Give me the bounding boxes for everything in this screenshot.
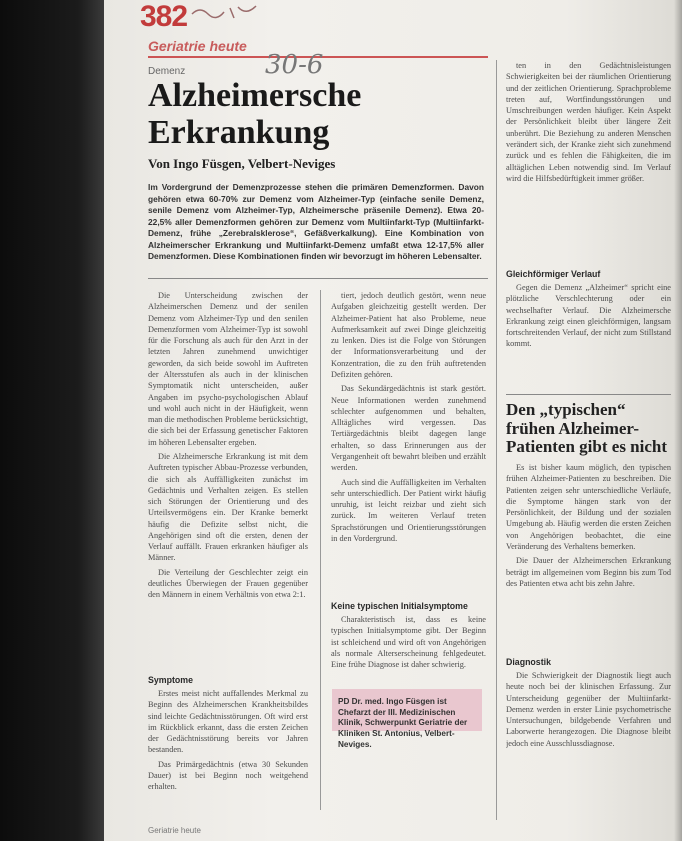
scan-dark-margin: [0, 0, 104, 841]
column-paragraph: Das Sekundärgedächtnis ist stark gestört. Neue Informationen werden zunehmend schlechter aufgenommen und behalten, Alltägliches wird vergessen. Das Tertiärgedächtnis bleibt dagegen lange erhalten, so dass Erinnerungen aus der Vergangenheit oft bewahrt bleiben und erzählt werden.: [331, 384, 486, 473]
column-divider: [496, 60, 497, 820]
column-1: [148, 290, 308, 680]
column-2-lower: [331, 594, 486, 684]
handwritten-scribble-icon: [190, 2, 260, 22]
column-1-lower: [148, 668, 308, 828]
column-2: [331, 290, 486, 590]
column-paragraph: Die Unterscheidung zwischen der Alzheimerschen Demenz und der senilen Demenz vom Alzheimer-Typ und den senilen Demenzformen vom Alzheimer-Typ ist sowohl für die Forschung als auch für den Arzt in der letzten Jahren zunehmend unwichtiger geworden, da sich beide sowohl im Auftreten der Altersstufen als auch in der klinischen Symptomatik nicht unterscheiden, außer Angaben im psycho-psychologischen Ablauf und wohl auch nicht in der Häufigkeit, wenn man die methodischen Probleme berücksichtigt, die sich bei der Erfassung genetischer Faktoren im höheren Lebensalter ergeben.: [148, 291, 308, 447]
page-footer: Geriatrie heute: [148, 826, 201, 835]
column-paragraph: Das Primärgedächtnis (etwa 30 Sekunden Dauer) ist bei Beginn noch weitgehend erhalten.: [148, 759, 308, 792]
section-heading: Keine typischen Initialsymptome: [331, 601, 468, 611]
column-3-top: [506, 60, 671, 250]
column-paragraph: Die Schwierigkeit der Diagnostik liegt auch heute noch bei der klinischen Erfassung. Zur Unterscheidung gegenüber der Multiinfarkt-Demenz werden in erster Linie psychometrische Untersuchungen, bildgebende Verfahren und Laborwerte herangezogen. Die Diagnose bleibt jedoch eine Ausschlussdiagnose.: [506, 671, 671, 748]
column-3-lower: [506, 462, 671, 647]
column-paragraph: Die Alzheimersche Erkrankung ist mit dem Auftreten typischer Abbau-Prozesse verbunden, die sich als Auffälligkeiten zunächst im Gedächtnis und Verhalten zeigen. Es stellen sich Störungen der Orientierung und des Urteilsvermögens ein. Der Kranke bemerkt häufig die Defizite selbst nicht, die Angehörigen sind oft die ersten, denen der Verlauf auffällt. Frauen erkranken häufiger als Männer.: [148, 451, 308, 563]
article-lead: Im Vordergrund der Demenzprozesse stehen die primären Demenzformen. Davon gehören etwa 60-70% zur Demenz vom Alzheimer-Typ (einfache senile Demenz, senile Demenz vom Alzheimer-Typ, Alzheimersche präsenile Demenz). Etwa 20-22,5% aller Demenzformen gehören zur Demenz vom Multiinfarkt-Typ (Multiinfarkt-Demenz, frühe „Zerebralsklerose“, Gefäßverkalkung). Eine Kombination von Alzheimerscher Erkrankung und Multiinfarkt-Demenz umfaßt etwa 12-17,5% aller Demenzformen. Diese Kombinationen finden wir bevorzugt im höheren Lebensalter.: [148, 182, 484, 262]
column-paragraph: ten in den Gedächtnisleistungen Schwierigkeiten bei der räumlichen Orientierung und der zeitlichen Orientierung. Sprachprobleme treten auf, Wortfindungsstörungen und Umschreibungen werden häufiger. Kein Aspekt der Persönlichkeit bleibt über längere Zeit unberührt. Die Beziehung zu anderen Menschen verändert sich, der Kranke zieht sich zunehmend zurück und es fehlen die Fähigkeiten, die im alltäglichen Leben notwendig sind. Im Verlauf wird die Hilfsbedürftigkeit immer größer.: [506, 61, 671, 183]
column-paragraph: Die Dauer der Alzheimerschen Erkrankung beträgt im allgemeinen vom Beginn bis zum Tod des Patienten etwa acht bis zehn Jahre.: [506, 556, 671, 588]
magazine-name: Geriatrie heute: [148, 38, 247, 54]
column-paragraph: tiert, jedoch deutlich gestört, wenn neue Aufgaben gleichzeitig gestellt werden. Der Alzheimer-Patient hat also Probleme, neue Aufmerksamkeit auf zwei Dinge gleichzeitig zu lenken. Dies ist die Folge von Störungen der Informationsverarbeitung und der Konzentration, die zu den früh auftretenden Defiziten gehören.: [331, 291, 486, 379]
column-paragraph: Charakteristisch ist, dass es keine typischen Initialsymptome gibt. Der Beginn ist schleichend und wird oft von Angehörigen als normale Alterserscheinung fehlgedeutet. Eine frühe Diagnose ist daher schwierig.: [331, 615, 486, 670]
column-paragraph: Gegen die Demenz „Alzheimer“ spricht eine plötzliche Verschlechterung oder ein wechselhafter Verlauf. Die Alzheimersche Erkrankung zeigt einen gleichförmigen, langsam fortschreitenden Verlauf, der nicht zum Stillstand kommt.: [506, 283, 671, 349]
section-title: Den „typischen“ frühen Alzheimer-Patienten gibt es nicht: [506, 400, 668, 457]
column-3-middle: [506, 262, 671, 390]
column-3-bottom: [506, 650, 671, 820]
article-byline: Von Ingo Füsgen, Velbert-Neviges: [148, 156, 336, 171]
section-rule: [506, 394, 671, 395]
lead-bottom-rule: [148, 278, 488, 279]
author-info-box: PD Dr. med. Ingo Füsgen ist Chefarzt der III. Medizinischen Klinik, Schwerpunkt Geriatrie der Kliniken St. Antonius, Velbert-Neviges.: [332, 689, 482, 731]
article-title: Alzheimersche Erkrankung: [148, 77, 362, 151]
handwritten-annotation: 30-6: [265, 50, 324, 80]
column-paragraph: Erstes meist nicht auffallendes Merkmal zu Beginn des Alzheimerschen Krankheitsbildes sind leichte Gedächtnisstörungen. Oft wird erst im Rückblick erkannt, dass die ersten Zeichen der Gedächtnisstörung bereits vor Jahren bestanden.: [148, 689, 308, 755]
page-number: 382: [140, 0, 188, 33]
article-kicker: Demenz: [148, 66, 186, 77]
column-paragraph: Die Verteilung der Geschlechter zeigt ein deutliches Überwiegen der Frauen gegenüber den Männern in einem Verhältnis von etwa 2:1.: [148, 567, 308, 600]
column-paragraph: Es ist bisher kaum möglich, den typischen frühen Alzheimer-Patienten zu beschreiben. Die Patienten zeigen sehr unterschiedliche Verläufe, die Symptome hängen stark von der Persönlichkeit, der Bildung und der sozialen Umgebung ab. Häufig werden die ersten Zeichen von Angehörigen beobachtet, die eine Veränderung des Verhaltens bemerken.: [506, 463, 671, 551]
section-heading: Gleichförmiger Verlauf: [506, 269, 601, 279]
column-divider: [320, 290, 321, 810]
section-heading: Symptome: [148, 675, 193, 685]
section-heading: Diagnostik: [506, 657, 551, 667]
column-paragraph: Auch sind die Auffälligkeiten im Verhalten sehr unterschiedlich. Der Patient wirkt häufig unruhig, ist leicht reizbar und zieht sich zurück. Im weiteren Verlauf treten Sprachstörungen und Orientierungsstörungen in den Vordergrund.: [331, 477, 486, 543]
